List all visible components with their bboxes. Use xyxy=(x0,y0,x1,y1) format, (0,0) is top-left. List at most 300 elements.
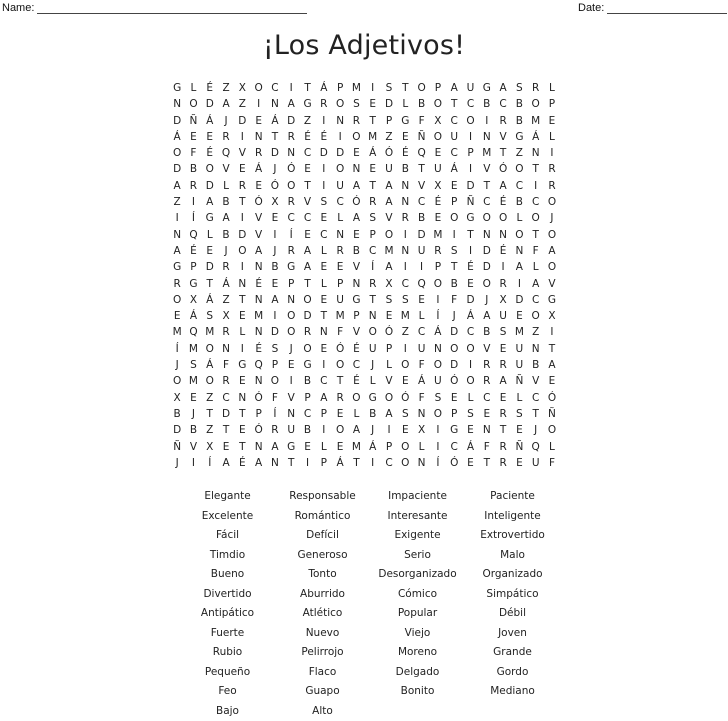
grid-letter: N xyxy=(271,98,279,111)
word-list-item: Fuerte xyxy=(210,626,245,639)
grid-letter: C xyxy=(320,375,328,388)
grid-letter: P xyxy=(271,359,279,372)
grid-letter: D xyxy=(173,424,182,437)
grid-letter: F xyxy=(451,293,458,306)
grid-letter: R xyxy=(548,179,556,192)
grid-letter: J xyxy=(273,163,277,176)
grid-letter: T xyxy=(369,114,376,127)
grid-letter: C xyxy=(303,212,312,225)
grid-letter: N xyxy=(238,277,247,290)
grid-letter: N xyxy=(401,244,410,257)
grid-letter: E xyxy=(239,163,246,176)
grid-letter: R xyxy=(222,375,230,388)
grid-letter: C xyxy=(450,440,458,453)
grid-letter: Ó xyxy=(450,375,459,388)
grid-letter: É xyxy=(499,196,507,209)
grid-letter: O xyxy=(450,342,459,355)
grid-letter: Z xyxy=(173,196,181,209)
grid-letter: U xyxy=(434,375,442,388)
grid-letter: B xyxy=(271,261,279,274)
grid-letter: R xyxy=(287,196,295,209)
grid-letter: U xyxy=(466,82,475,94)
grid-letter: O xyxy=(384,228,394,241)
grid-letter: N xyxy=(254,440,263,453)
grid-letter: A xyxy=(222,456,230,469)
grid-letter: P xyxy=(304,391,311,404)
grid-letter: D xyxy=(515,293,524,306)
grid-letter: Z xyxy=(303,114,312,127)
grid-letter: T xyxy=(532,407,539,420)
grid-letter: I xyxy=(322,424,326,437)
grid-letter: A xyxy=(303,261,312,274)
grid-letter: C xyxy=(222,391,230,404)
grid-letter: E xyxy=(239,310,246,323)
grid-letter: Ñ xyxy=(515,375,524,388)
grid-letter: Á xyxy=(532,130,540,143)
word-list-item: Guapo xyxy=(305,685,340,697)
grid-letter: N xyxy=(336,228,345,241)
grid-letter: U xyxy=(531,456,540,469)
grid-letter: N xyxy=(173,98,182,111)
grid-letter: I xyxy=(240,130,244,143)
grid-letter: C xyxy=(417,196,426,209)
grid-letter: P xyxy=(451,196,458,209)
grid-letter: T xyxy=(222,424,230,437)
grid-letter: G xyxy=(205,212,214,225)
word-list-item: Interesante xyxy=(387,509,448,522)
grid-letter: G xyxy=(482,82,491,94)
grid-letter: R xyxy=(401,212,409,225)
grid-letter: C xyxy=(271,82,279,94)
grid-letter: B xyxy=(352,244,361,257)
grid-letter: A xyxy=(499,179,507,192)
grid-letter: E xyxy=(401,424,409,437)
word-list-item: Exigente xyxy=(394,529,441,541)
grid-letter: C xyxy=(336,196,344,209)
grid-letter: P xyxy=(190,261,197,274)
grid-letter: T xyxy=(288,456,295,469)
grid-letter: E xyxy=(353,147,360,160)
grid-letter: V xyxy=(385,375,393,388)
grid-letter: O xyxy=(547,424,557,437)
grid-letter: A xyxy=(532,277,540,290)
grid-letter: T xyxy=(336,375,344,388)
grid-letter: E xyxy=(271,212,279,225)
grid-letter: O xyxy=(189,98,198,111)
grid-letter: T xyxy=(304,82,311,94)
grid-letter: D xyxy=(173,163,182,176)
grid-letter: E xyxy=(401,375,409,388)
grid-letter: S xyxy=(385,82,393,94)
grid-letter: Í xyxy=(436,456,440,469)
grid-letter: U xyxy=(417,342,426,355)
grid-letter: X xyxy=(385,277,393,290)
grid-letter: O xyxy=(531,212,540,225)
word-list-item: Fácil xyxy=(215,529,240,541)
grid-letter: P xyxy=(548,98,556,111)
grid-letter: N xyxy=(254,293,263,306)
date-label: Date: xyxy=(578,2,605,14)
grid-letter: X xyxy=(222,310,230,323)
grid-letter: O xyxy=(287,310,296,323)
grid-letter: N xyxy=(222,342,230,355)
grid-letter: G xyxy=(547,293,557,306)
grid-letter: T xyxy=(353,456,360,469)
grid-letter: T xyxy=(271,130,279,143)
grid-letter: E xyxy=(418,293,425,306)
grid-letter: I xyxy=(322,359,326,372)
grid-letter: V xyxy=(352,261,360,274)
grid-letter: B xyxy=(222,228,230,241)
grid-letter: N xyxy=(254,326,263,339)
grid-letter: R xyxy=(369,277,377,290)
grid-letter: R xyxy=(532,82,540,94)
grid-letter: M xyxy=(188,342,198,355)
grid-letter: F xyxy=(337,326,344,339)
grid-letter: Á xyxy=(369,147,377,160)
grid-letter: E xyxy=(304,228,311,241)
grid-letter: V xyxy=(189,440,198,453)
grid-letter: O xyxy=(466,342,475,355)
grid-letter: P xyxy=(434,82,442,94)
grid-letter: R xyxy=(238,179,246,192)
grid-letter: J xyxy=(224,244,228,257)
grid-letter: B xyxy=(369,407,377,420)
grid-letter: C xyxy=(483,391,491,404)
grid-letter: E xyxy=(499,342,507,355)
grid-letter: V xyxy=(222,163,230,176)
grid-letter: U xyxy=(368,342,377,355)
grid-letter: C xyxy=(532,391,540,404)
grid-letter: Í xyxy=(436,310,440,323)
word-list-item: Organizado xyxy=(482,568,543,580)
grid-letter: Q xyxy=(189,326,198,339)
grid-letter: G xyxy=(189,277,198,290)
grid-letter: E xyxy=(353,228,360,241)
grid-letter: S xyxy=(190,359,197,372)
grid-letter: V xyxy=(483,163,491,176)
word-list-item: Timdio xyxy=(209,548,246,561)
name-field[interactable] xyxy=(2,2,307,14)
grid-letter: Ñ xyxy=(173,440,182,453)
grid-letter: R xyxy=(352,114,361,127)
grid-letter: B xyxy=(515,114,523,127)
grid-letter: É xyxy=(239,456,246,469)
grid-letter: É xyxy=(353,375,360,388)
grid-letter: Ó xyxy=(254,391,263,404)
grid-letter: Á xyxy=(418,375,426,388)
grid-letter: D xyxy=(205,179,214,192)
grid-letter: D xyxy=(336,147,345,160)
grid-letter: I xyxy=(240,342,244,355)
grid-letter: O xyxy=(335,424,345,437)
grid-letter: R xyxy=(336,244,344,257)
grid-letter: F xyxy=(418,114,425,127)
grid-letter: J xyxy=(224,114,228,127)
grid-letter: R xyxy=(222,326,230,339)
grid-letter: B xyxy=(189,424,198,437)
grid-letter: N xyxy=(319,326,328,339)
grid-letter: Ó xyxy=(335,342,345,355)
grid-letter: A xyxy=(206,196,214,209)
grid-letter: C xyxy=(287,212,295,225)
grid-letter: J xyxy=(452,310,456,323)
grid-letter: T xyxy=(304,179,311,192)
grid-letter: B xyxy=(173,407,181,420)
grid-letter: L xyxy=(467,391,474,404)
grid-letter: E xyxy=(239,424,246,437)
grid-letter: A xyxy=(352,179,360,192)
grid-letter: C xyxy=(401,277,409,290)
grid-letter: D xyxy=(466,179,475,192)
grid-letter: U xyxy=(450,130,459,143)
grid-letter: Á xyxy=(189,310,198,323)
grid-letter: G xyxy=(173,82,182,94)
grid-letter: A xyxy=(548,359,556,372)
word-list-item: Rubio xyxy=(212,646,243,658)
grid-letter: Á xyxy=(369,440,377,453)
word-list-item: Joven xyxy=(498,626,527,639)
name-label: Name: xyxy=(2,2,35,14)
grid-letter: E xyxy=(467,424,474,437)
grid-letter: S xyxy=(369,212,377,225)
grid-letter: R xyxy=(499,114,507,127)
grid-letter: I xyxy=(371,82,375,94)
grid-letter: T xyxy=(499,147,507,160)
grid-letter: F xyxy=(548,456,555,469)
grid-letter: Z xyxy=(515,147,523,160)
grid-letter: V xyxy=(238,147,246,160)
grid-letter: T xyxy=(206,407,213,420)
grid-letter: G xyxy=(515,130,524,143)
grid-letter: O xyxy=(547,261,557,274)
grid-letter: L xyxy=(206,228,213,241)
grid-letter: Z xyxy=(222,293,230,306)
grid-letter: F xyxy=(483,440,490,453)
grid-letter: N xyxy=(352,277,361,290)
grid-letter: B xyxy=(401,163,409,176)
grid-letter: A xyxy=(222,212,230,225)
grid-letter: O xyxy=(482,212,491,225)
grid-letter: X xyxy=(238,82,246,94)
grid-letter: E xyxy=(499,391,507,404)
grid-letter: O xyxy=(287,326,296,339)
grid-letter: É xyxy=(206,147,214,160)
grid-letter: N xyxy=(417,407,426,420)
grid-letter: I xyxy=(436,293,440,306)
grid-letter: B xyxy=(450,277,458,290)
grid-letter: B xyxy=(532,359,540,372)
grid-letter: E xyxy=(548,114,556,127)
grid-letter: Ñ xyxy=(515,440,524,453)
grid-letter: B xyxy=(189,163,198,176)
date-blank-line[interactable] xyxy=(607,3,727,14)
word-list xyxy=(180,487,560,721)
grid-letter: X xyxy=(271,196,279,209)
word-list-item: Divertido xyxy=(203,587,252,600)
grid-letter: É xyxy=(304,130,311,143)
grid-letter: D xyxy=(450,326,459,339)
grid-letter: A xyxy=(385,407,393,420)
grid-letter: O xyxy=(547,196,557,209)
grid-letter: E xyxy=(516,456,523,469)
grid-letter: S xyxy=(320,196,328,209)
grid-letter: E xyxy=(385,310,393,323)
grid-letter: E xyxy=(173,310,181,323)
grid-letter: T xyxy=(369,179,376,192)
grid-letter: É xyxy=(255,342,262,355)
grid-letter: T xyxy=(239,293,246,306)
grid-letter: C xyxy=(450,147,458,160)
grid-letter: O xyxy=(401,359,410,372)
grid-letter: T xyxy=(206,277,213,290)
grid-letter: E xyxy=(336,407,344,420)
grid-letter: N xyxy=(482,228,491,241)
grid-letter: É xyxy=(206,82,214,94)
grid-letter: O xyxy=(205,163,214,176)
grid-letter: U xyxy=(499,310,507,323)
grid-letter: E xyxy=(239,375,246,388)
grid-letter: P xyxy=(434,261,442,274)
grid-letter: É xyxy=(255,277,262,290)
grid-letter: É xyxy=(401,147,409,160)
grid-letter: P xyxy=(353,310,360,323)
grid-letter: E xyxy=(548,375,556,388)
word-list-item: Atlético xyxy=(302,607,343,619)
grid-letter: L xyxy=(320,244,327,257)
grid-letter: N xyxy=(254,130,263,143)
grid-letter: C xyxy=(450,114,458,127)
grid-letter: O xyxy=(368,326,377,339)
grid-letter: O xyxy=(531,98,540,111)
grid-letter: T xyxy=(402,82,409,94)
grid-letter: L xyxy=(516,391,523,404)
grid-letter: N xyxy=(515,244,524,257)
grid-letter: I xyxy=(240,212,244,225)
grid-letter: Á xyxy=(222,277,230,290)
grid-letter: M xyxy=(188,375,198,388)
grid-letter: Ñ xyxy=(417,130,426,143)
grid-letter: C xyxy=(483,196,491,209)
grid-letter: O xyxy=(335,163,345,176)
grid-letter: O xyxy=(515,163,524,176)
grid-letter: O xyxy=(352,391,361,404)
grid-letter: J xyxy=(371,359,375,372)
grid-letter: B xyxy=(483,98,491,111)
grid-letter: O xyxy=(287,179,296,192)
grid-letter: V xyxy=(483,342,491,355)
grid-letter: U xyxy=(336,179,344,192)
grid-letter: S xyxy=(385,293,393,306)
grid-letter: O xyxy=(205,375,214,388)
grid-letter: N xyxy=(368,310,377,323)
grid-letter: O xyxy=(173,293,182,306)
grid-letter: N xyxy=(352,163,361,176)
grid-letter: V xyxy=(352,326,360,339)
grid-letter: V xyxy=(385,212,393,225)
grid-letter: L xyxy=(549,440,555,453)
word-list-item: Aburrido xyxy=(300,587,345,600)
grid-letter: R xyxy=(303,326,312,339)
word-list-item: Bueno xyxy=(210,568,245,580)
grid-letter: E xyxy=(467,277,474,290)
grid-letter: A xyxy=(385,179,393,192)
grid-letter: G xyxy=(352,293,361,306)
grid-letter: O xyxy=(547,228,557,241)
name-blank-line[interactable] xyxy=(37,3,307,14)
grid-letter: T xyxy=(418,163,425,176)
grid-letter: C xyxy=(417,326,426,339)
word-list-item: Flaco xyxy=(308,665,337,678)
grid-letter: Ñ xyxy=(189,114,198,127)
grid-letter: É xyxy=(434,196,442,209)
grid-letter: I xyxy=(371,456,375,469)
grid-letter: T xyxy=(467,228,474,241)
grid-letter: F xyxy=(418,391,425,404)
grid-letter: E xyxy=(483,407,491,420)
grid-letter: P xyxy=(255,407,262,420)
grid-letter: R xyxy=(499,359,507,372)
grid-letter: A xyxy=(287,98,295,111)
grid-letter: E xyxy=(190,130,197,143)
grid-letter: V xyxy=(548,277,556,290)
grid-letter: O xyxy=(466,375,475,388)
grid-letter: R xyxy=(189,179,198,192)
grid-letter: P xyxy=(336,277,344,290)
grid-letter: O xyxy=(433,359,443,372)
grid-letter: Ó xyxy=(287,163,296,176)
grid-letter: O xyxy=(417,82,426,94)
grid-letter: B xyxy=(417,98,426,111)
grid-letter: I xyxy=(289,82,293,94)
grid-letter: B xyxy=(303,424,312,437)
grid-letter: P xyxy=(336,82,344,94)
grid-letter: E xyxy=(336,261,344,274)
grid-letter: O xyxy=(335,98,345,111)
grid-letter: M xyxy=(351,82,361,94)
grid-letter: A xyxy=(352,424,360,437)
grid-letter: L xyxy=(239,326,246,339)
grid-letter: E xyxy=(434,212,442,225)
grid-letter: D xyxy=(270,326,279,339)
grid-letter: E xyxy=(450,391,458,404)
grid-letter: O xyxy=(238,244,247,257)
grid-letter: I xyxy=(305,456,310,469)
grid-letter: A xyxy=(499,82,507,94)
grid-letter: J xyxy=(191,407,195,420)
grid-letter: R xyxy=(548,163,556,176)
grid-letter: É xyxy=(190,244,197,257)
grid-letter: I xyxy=(403,228,407,241)
grid-letter: C xyxy=(303,147,312,160)
grid-letter: T xyxy=(499,424,507,437)
grid-letter: N xyxy=(271,456,279,469)
grid-letter: N xyxy=(401,179,410,192)
grid-letter: X xyxy=(434,114,442,127)
word-list-item: Delgado xyxy=(395,665,440,678)
grid-letter: D xyxy=(270,147,279,160)
grid-letter: P xyxy=(369,228,376,241)
grid-letter: C xyxy=(320,228,328,241)
grid-letter: Z xyxy=(238,98,246,111)
grid-letter: Z xyxy=(532,326,540,339)
grid-letter: E xyxy=(434,147,442,160)
grid-letter: S xyxy=(467,407,474,420)
grid-letter: O xyxy=(335,359,345,372)
grid-letter: O xyxy=(498,212,508,225)
grid-letter: E xyxy=(304,163,311,176)
date-field[interactable] xyxy=(578,2,727,14)
